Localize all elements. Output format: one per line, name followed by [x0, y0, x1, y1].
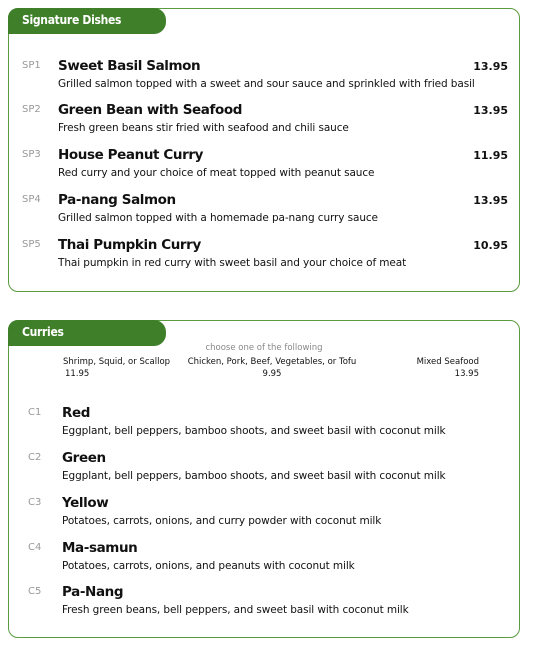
item-price: 10.95 — [473, 239, 508, 252]
option-price: 11.95 — [65, 369, 90, 379]
option-price: 13.95 — [454, 369, 479, 379]
curries-section — [8, 320, 520, 638]
item-name: Pa-Nang — [62, 584, 124, 600]
item-price: 13.95 — [473, 104, 508, 117]
item-name: Yellow — [62, 495, 109, 511]
item-description: Fresh green beans stir fried with seafood and chili sauce — [58, 122, 349, 134]
item-name: Ma-samun — [62, 540, 138, 556]
item-code: SP2 — [22, 104, 41, 115]
menu-item — [9, 58, 519, 98]
menu-item — [9, 192, 519, 232]
item-code: C1 — [28, 407, 42, 418]
menu-item — [9, 584, 519, 624]
item-code: SP1 — [22, 60, 41, 71]
item-description: Thai pumpkin in red curry with sweet basil and your choice of meat — [58, 257, 407, 269]
item-code: C4 — [28, 542, 42, 553]
item-description: Eggplant, bell peppers, bamboo shoots, and sweet basil with coconut milk — [62, 425, 446, 437]
option-label: Shrimp, Squid, or Scallop — [63, 357, 171, 367]
protein-option — [63, 356, 170, 380]
section-header-curries: Curries — [8, 320, 166, 346]
signature-dishes-section — [8, 8, 520, 292]
item-code: SP3 — [22, 149, 41, 160]
item-description: Red curry and your choice of meat topped with peanut sauce — [58, 167, 375, 179]
option-price: 9.95 — [262, 369, 282, 379]
menu-item — [9, 495, 519, 535]
item-name: House Peanut Curry — [58, 147, 204, 163]
menu-item — [9, 237, 519, 277]
item-code: C2 — [28, 452, 42, 463]
item-price: 11.95 — [473, 149, 508, 162]
item-name: Sweet Basil Salmon — [58, 58, 201, 74]
item-description: Fresh green beans, bell peppers, and sweet basil with coconut milk — [62, 604, 409, 616]
item-name: Pa-nang Salmon — [58, 192, 176, 208]
item-name: Thai Pumpkin Curry — [58, 237, 201, 253]
item-name: Green Bean with Seafood — [58, 102, 242, 118]
protein-option — [417, 356, 479, 380]
item-code: C5 — [28, 586, 42, 597]
option-label: Mixed Seafood — [416, 357, 479, 367]
menu-item — [9, 102, 519, 142]
item-name: Red — [62, 405, 91, 421]
menu-item — [9, 405, 519, 445]
choose-instruction: choose one of the following — [205, 343, 323, 353]
item-code: SP5 — [22, 239, 41, 250]
item-code: SP4 — [22, 194, 41, 205]
menu-item — [9, 450, 519, 490]
item-code: C3 — [28, 497, 42, 508]
item-description: Grilled salmon topped with a homemade pa-nang curry sauce — [58, 212, 378, 224]
menu-item — [9, 147, 519, 187]
item-description: Grilled salmon topped with a sweet and sour sauce and sprinkled with fried basil — [58, 78, 475, 90]
item-price: 13.95 — [473, 60, 508, 73]
item-name: Green — [62, 450, 106, 466]
section-header-signature: Signature Dishes — [8, 8, 166, 34]
option-label: Chicken, Pork, Beef, Vegetables, or Tofu — [187, 357, 357, 367]
menu-item — [9, 540, 519, 580]
protein-option — [187, 356, 357, 380]
item-description: Eggplant, bell peppers, bamboo shoots, and sweet basil with coconut milk — [62, 470, 446, 482]
item-description: Potatoes, carrots, onions, and curry powder with coconut milk — [62, 515, 382, 527]
item-price: 13.95 — [473, 194, 508, 207]
item-description: Potatoes, carrots, onions, and peanuts with coconut milk — [62, 560, 355, 572]
